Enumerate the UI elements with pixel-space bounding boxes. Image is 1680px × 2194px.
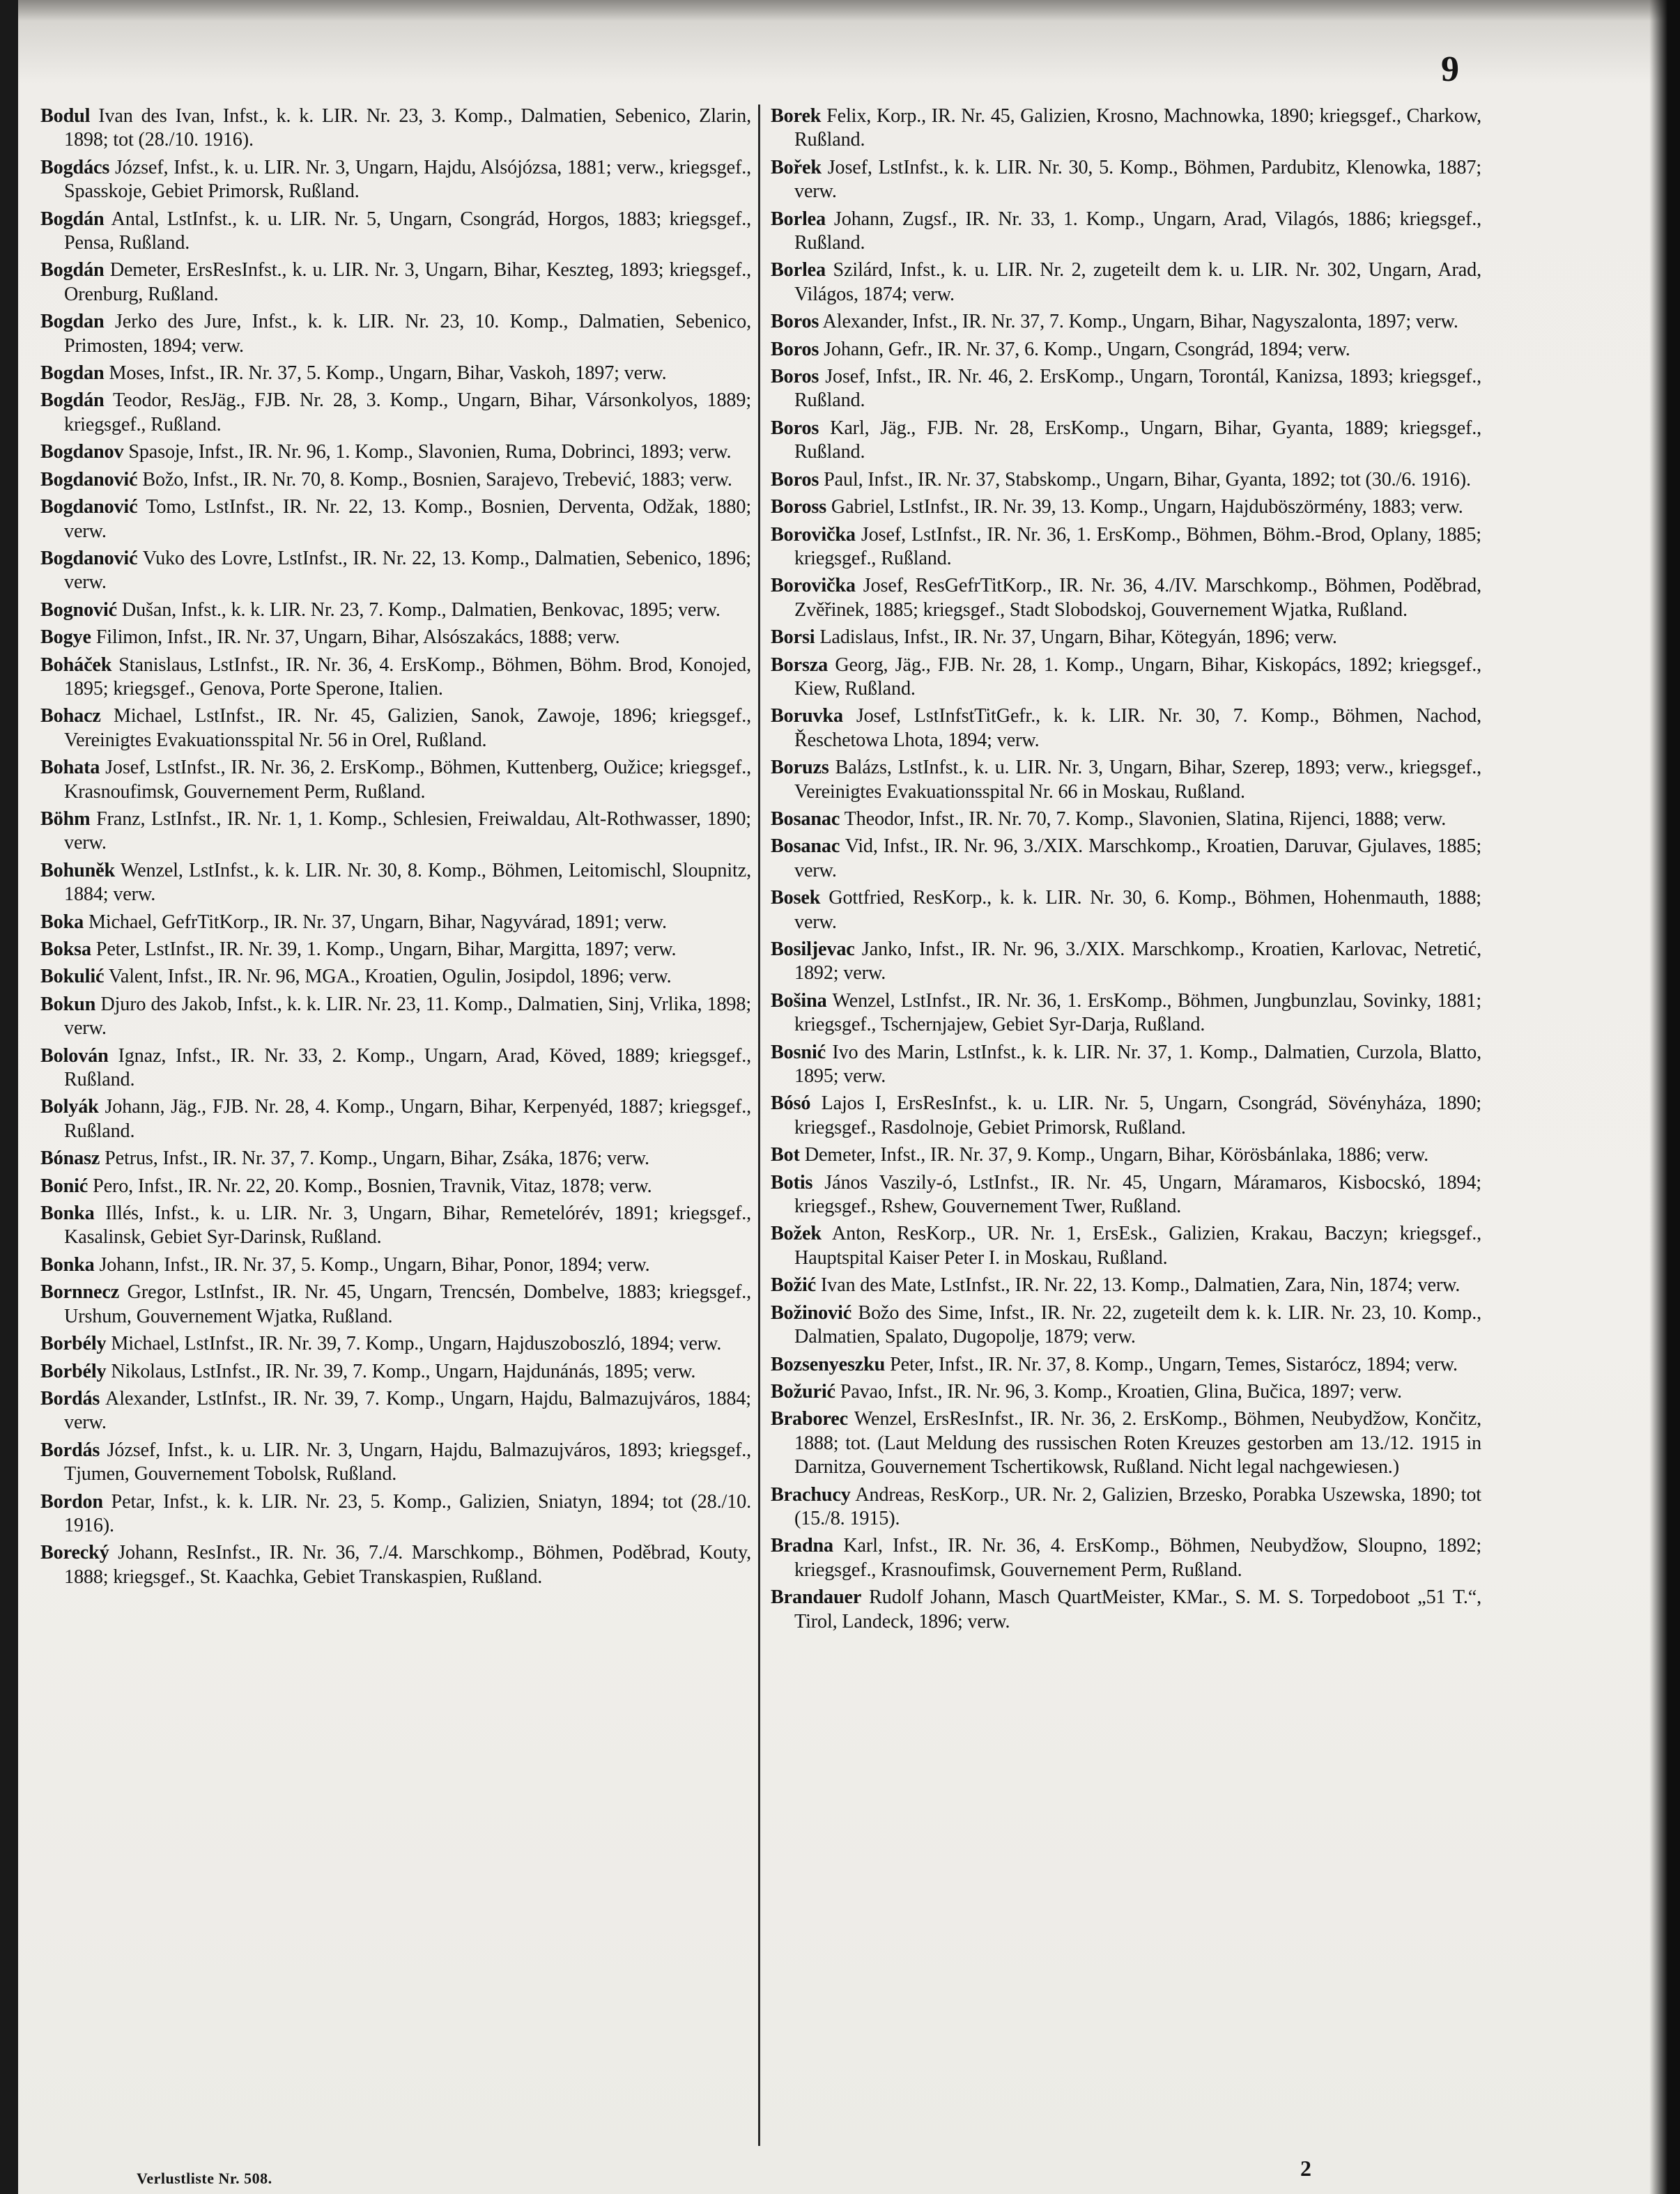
entry-surname: Bolován <box>40 1044 109 1067</box>
entry-surname: Borbély <box>40 1360 107 1382</box>
casualty-entry <box>771 468 1481 492</box>
casualty-entry <box>771 156 1481 204</box>
casualty-entry <box>771 365 1481 413</box>
casualty-entry <box>40 993 751 1041</box>
casualty-entry <box>771 1171 1481 1219</box>
entry-details: Vuko des Lovre, LstInfst., IR. Nr. 22, 13. Komp., Dalmatien, Sebenico, 1896; verw. <box>64 547 751 594</box>
casualty-entry <box>40 598 751 622</box>
entry-surname: Böhm <box>40 808 91 830</box>
entry-surname: Bosek <box>771 887 821 909</box>
entry-surname: Bonka <box>40 1253 95 1276</box>
entry-surname: Bořek <box>771 156 822 178</box>
entry-surname: Borsi <box>771 626 815 649</box>
entry-surname: Božurić <box>771 1380 835 1403</box>
casualty-entry <box>771 1222 1481 1270</box>
entry-details: Wenzel, ErsResInfst., IR. Nr. 36, 2. ErsKomp., Böhmen, Neubydžow, Končitz, 1888; tot. (Laut Meldung des russischen Roten Kreuzes gestorben am 13./12. 1915 in Darnitza, Gouvernement Tschertikowsk, Rußland. Nicht legal nachgewiesen.) <box>794 1408 1481 1478</box>
entry-details: Karl, Jäg., FJB. Nr. 28, ErsKomp., Ungarn, Bihar, Gyanta, 1889; kriegsgef., Rußland. <box>794 417 1481 463</box>
entry-surname: Bogdan <box>40 362 105 385</box>
casualty-entry <box>771 105 1481 153</box>
entry-details: Tomo, LstInfst., IR. Nr. 22, 13. Komp., Bosnien, Derventa, Odžak, 1880; verw. <box>64 496 751 542</box>
entry-details: Peter, Infst., IR. Nr. 37, 8. Komp., Ungarn, Temes, Sistarócz, 1894; verw. <box>885 1353 1458 1375</box>
entry-details: Teodor, ResJäg., FJB. Nr. 28, 3. Komp., Ungarn, Bihar, Vársonkolyos, 1889; kriegsgef., Rußland. <box>64 389 751 435</box>
entry-surname: Botis <box>771 1171 813 1193</box>
entry-surname: Bohata <box>40 757 100 779</box>
entry-surname: Brachucy <box>771 1483 851 1506</box>
entry-surname: Bodul <box>40 105 91 127</box>
entry-details: Janko, Infst., IR. Nr. 96, 3./XIX. Marschkomp., Kroatien, Karlovac, Netretić, 1892; verw. <box>794 938 1481 984</box>
casualty-entry <box>771 258 1481 307</box>
casualty-entry <box>40 808 751 856</box>
casualty-entry <box>40 756 751 804</box>
casualty-entry <box>771 1274 1481 1297</box>
footer-list-number: Verlustliste Nr. 508. <box>137 2170 272 2187</box>
entry-surname: Bosnić <box>771 1041 826 1063</box>
entry-details: Gottfried, ResKorp., k. k. LIR. Nr. 30, 6. Komp., Böhmen, Hohenmauth, 1888; verw. <box>794 887 1481 933</box>
entry-surname: Bohuněk <box>40 859 116 881</box>
entry-surname: Boros <box>771 468 819 490</box>
casualty-entry <box>40 626 751 649</box>
entry-details: Valent, Infst., IR. Nr. 96, MGA., Kroatien, Ogulin, Josipdol, 1896; verw. <box>104 966 672 988</box>
entry-details: Josef, Infst., IR. Nr. 46, 2. ErsKomp., Ungarn, Torontál, Kanizsa, 1893; kriegsgef., Rußland. <box>794 366 1481 412</box>
casualty-entry <box>40 1541 751 1589</box>
entry-surname: Bogdan <box>40 311 105 333</box>
entry-surname: Braborec <box>771 1408 848 1430</box>
entry-surname: Bonić <box>40 1175 88 1197</box>
entry-surname: Božek <box>771 1223 822 1245</box>
entry-details: Ivo des Marin, LstInfst., k. k. LIR. Nr. 37, 1. Komp., Dalmatien, Curzola, Blatto, 1895; verw. <box>794 1041 1481 1088</box>
entry-surname: Bradna <box>771 1535 833 1557</box>
casualty-entry <box>40 1490 751 1538</box>
casualty-entry <box>771 417 1481 465</box>
entry-details: Nikolaus, LstInfst., IR. Nr. 39, 7. Komp., Ungarn, Hajdunánás, 1895; verw. <box>106 1360 696 1382</box>
entry-details: Wenzel, LstInfst., k. k. LIR. Nr. 30, 8. Komp., Böhmen, Leitomischl, Sloupnitz, 1884; verw. <box>64 859 751 906</box>
entry-surname: Bogdán <box>40 259 105 281</box>
casualty-entry <box>40 1175 751 1198</box>
entry-details: Anton, ResKorp., UR. Nr. 1, ErsEsk., Galizien, Krakau, Baczyn; kriegsgef., Hauptspital Kaiser Peter I. in Moskau, Rußland. <box>794 1223 1481 1269</box>
entry-details: Ladislaus, Infst., IR. Nr. 37, Ungarn, Bihar, Kötegyán, 1896; verw. <box>815 626 1337 649</box>
entry-details: Andreas, ResKorp., UR. Nr. 2, Galizien, Brzesko, Porabka Uszewska, 1890; tot (15./8. 1915). <box>794 1483 1481 1529</box>
entry-details: János Vaszily-ó, LstInfst., IR. Nr. 45, Ungarn, Máramaros, Kisbocskó, 1894; kriegsgef., Rshew, Gouvernement Twer, Rußland. <box>794 1171 1481 1218</box>
entry-surname: Boros <box>771 311 819 333</box>
entry-details: Ivan des Mate, LstInfst., IR. Nr. 22, 13. Komp., Dalmatien, Zara, Nin, 1874; verw. <box>816 1274 1461 1297</box>
entry-details: Johann, Gefr., IR. Nr. 37, 6. Komp., Ungarn, Csongrád, 1894; verw. <box>819 338 1350 360</box>
entry-surname: Bónasz <box>40 1148 100 1170</box>
casualty-entry <box>40 704 751 752</box>
entry-surname: Boruvka <box>771 705 843 727</box>
entry-details: Alexander, Infst., IR. Nr. 37, 7. Komp., Ungarn, Bihar, Nagyszalonta, 1897; verw. <box>819 311 1458 333</box>
entry-surname: Boksa <box>40 938 91 960</box>
casualty-entry <box>40 547 751 595</box>
casualty-entry <box>771 1353 1481 1377</box>
entry-details: Pero, Infst., IR. Nr. 22, 20. Komp., Bosnien, Travnik, Vitaz, 1878; verw. <box>88 1175 652 1197</box>
entry-surname: Brandauer <box>771 1586 862 1609</box>
entry-details: Božo, Infst., IR. Nr. 70, 8. Komp., Bosnien, Sarajevo, Trebević, 1883; verw. <box>137 468 732 490</box>
casualty-entry <box>40 1044 751 1092</box>
casualty-entry <box>771 574 1481 622</box>
entry-surname: Bogdán <box>40 208 105 230</box>
entry-details: Ignaz, Infst., IR. Nr. 33, 2. Komp., Ungarn, Arad, Köved, 1889; kriegsgef., Rußland. <box>64 1044 751 1091</box>
entry-surname: Božić <box>771 1274 816 1297</box>
casualty-entry <box>771 1092 1481 1140</box>
entry-details: Josef, LstInfstTitGefr., k. k. LIR. Nr. 30, 7. Komp., Böhmen, Nachod, Řeschetowa Lhota, 1894; verw. <box>794 705 1481 751</box>
entry-details: Josef, LstInfst., IR. Nr. 36, 2. ErsKomp., Böhmen, Kuttenberg, Oužice; kriegsgef., Krasnoufimsk, Gouvernement Perm, Rußland. <box>64 757 751 803</box>
entry-surname: Bósó <box>771 1092 811 1115</box>
entry-surname: Boros <box>771 338 819 360</box>
entry-details: Johann, ResInfst., IR. Nr. 36, 7./4. Marschkomp., Böhmen, Poděbrad, Kouty, 1888; kriegsgef., St. Kaachka, Gebiet Transkaspien, Rußland. <box>64 1542 751 1588</box>
entry-details: Michael, LstInfst., IR. Nr. 45, Galizien, Sanok, Zawoje, 1896; kriegsgef., Vereinigtes Evakuationsspital Nr. 56 in Orel, Rußland. <box>64 705 751 751</box>
entry-surname: Bošina <box>771 989 827 1012</box>
entry-details: Paul, Infst., IR. Nr. 37, Stabskomp., Ungarn, Bihar, Gyanta, 1892; tot (30./6. 1916). <box>819 468 1471 490</box>
entry-surname: Boháček <box>40 654 112 676</box>
entry-surname: Bogdanović <box>40 547 138 569</box>
entry-details: Illés, Infst., k. u. LIR. Nr. 3, Ungarn, Bihar, Remetelórév, 1891; kriegsgef., Kasalinsk, Gebiet Syr-Darinsk, Rußland. <box>64 1203 751 1249</box>
entry-details: Johann, Infst., IR. Nr. 37, 5. Komp., Ungarn, Bihar, Ponor, 1894; verw. <box>94 1253 650 1276</box>
casualty-entry <box>771 938 1481 986</box>
entry-surname: Bosanac <box>771 835 840 858</box>
casualty-entry <box>40 1202 751 1250</box>
entry-details: Spasoje, Infst., IR. Nr. 96, 1. Komp., Slavonien, Ruma, Dobrinci, 1893; verw. <box>123 441 732 463</box>
entry-surname: Bogdanović <box>40 496 138 518</box>
column-divider <box>758 105 760 2146</box>
casualty-entry <box>40 965 751 989</box>
scan-shadow-top <box>0 0 1680 21</box>
entry-details: Gabriel, LstInfst., IR. Nr. 39, 13. Komp., Ungarn, Hajduböszörmény, 1883; verw. <box>826 496 1463 518</box>
casualty-entry <box>40 911 751 934</box>
entry-surname: Bordon <box>40 1490 103 1513</box>
entry-surname: Bognović <box>40 598 117 621</box>
entry-details: Peter, LstInfst., IR. Nr. 39, 1. Komp., Ungarn, Bihar, Margitta, 1897; verw. <box>91 938 677 960</box>
entry-details: Ivan des Ivan, Infst., k. k. LIR. Nr. 23, 3. Komp., Dalmatien, Sebenico, Zlarin, 1898; tot (28./10. 1916). <box>64 105 751 151</box>
casualty-entry <box>40 389 751 437</box>
entry-surname: Boros <box>771 366 819 388</box>
entry-surname: Bolyák <box>40 1096 99 1118</box>
casualty-entry <box>771 756 1481 804</box>
casualty-entry <box>40 1360 751 1384</box>
entry-details: Rudolf Johann, Masch QuartMeister, KMar., S. M. S. Torpedoboot „51 T.“, Tirol, Landeck, 1896; verw. <box>794 1586 1481 1632</box>
entry-details: Pavao, Infst., IR. Nr. 96, 3. Komp., Kroatien, Glina, Bučica, 1897; verw. <box>835 1380 1402 1403</box>
casualty-entry <box>771 1534 1481 1582</box>
entry-surname: Bogdanović <box>40 468 138 490</box>
casualty-entry <box>771 1380 1481 1404</box>
entry-surname: Bordás <box>40 1439 100 1461</box>
casualty-entry <box>40 440 751 464</box>
entry-surname: Borlea <box>771 208 826 230</box>
casualty-entry <box>771 1143 1481 1167</box>
right-column <box>771 105 1481 1637</box>
entry-details: Felix, Korp., IR. Nr. 45, Galizien, Krosno, Machnowka, 1890; kriegsgef., Charkow, Rußland. <box>794 105 1481 151</box>
entry-details: Dušan, Infst., k. k. LIR. Nr. 23, 7. Komp., Dalmatien, Benkovac, 1895; verw. <box>117 598 720 621</box>
casualty-entry <box>771 704 1481 752</box>
entry-details: Balázs, LstInfst., k. u. LIR. Nr. 3, Ungarn, Bihar, Szerep, 1893; verw., kriegsgef., Vereinigtes Evakuationsspital Nr. 66 in Moskau, Rußland. <box>794 757 1481 803</box>
casualty-entry <box>771 523 1481 571</box>
entry-details: Petrus, Infst., IR. Nr. 37, 7. Komp., Ungarn, Bihar, Zsáka, 1876; verw. <box>100 1148 649 1170</box>
entry-surname: Bogdács <box>40 156 110 178</box>
entry-surname: Bornnecz <box>40 1281 120 1304</box>
entry-surname: Boruzs <box>771 757 829 779</box>
casualty-entry <box>40 468 751 492</box>
casualty-entry <box>40 1332 751 1356</box>
entry-details: Petar, Infst., k. k. LIR. Nr. 23, 5. Komp., Galizien, Sniatyn, 1894; tot (28./10. 1916). <box>64 1490 751 1536</box>
entry-details: Johann, Jäg., FJB. Nr. 28, 4. Komp., Ungarn, Bihar, Kerpenyéd, 1887; kriegsgef., Rußland. <box>64 1096 751 1142</box>
entry-surname: Boka <box>40 911 84 933</box>
entry-details: Johann, Zugsf., IR. Nr. 33, 1. Komp., Ungarn, Arad, Vilagós, 1886; kriegsgef., Rußland. <box>794 208 1481 254</box>
entry-surname: Boross <box>771 496 827 518</box>
entry-details: Gregor, LstInfst., IR. Nr. 45, Ungarn, Trencsén, Dombelve, 1883; kriegsgef., Urshum, Gouvernement Wjatka, Rußland. <box>64 1281 751 1327</box>
entry-details: Jerko des Jure, Infst., k. k. LIR. Nr. 23, 10. Komp., Dalmatien, Sebenico, Primosten, 1894; verw. <box>64 311 751 357</box>
footer-sheet-number: 2 <box>1300 2156 1311 2181</box>
casualty-entry <box>40 208 751 256</box>
casualty-entry <box>40 1095 751 1143</box>
entry-surname: Bokulić <box>40 966 105 988</box>
entry-surname: Borbély <box>40 1333 107 1355</box>
casualty-entry <box>771 495 1481 519</box>
entry-details: Vid, Infst., IR. Nr. 96, 3./XIX. Marschkomp., Kroatien, Daruvar, Gjulaves, 1885; verw. <box>794 835 1481 881</box>
entry-surname: Bogdanov <box>40 441 124 463</box>
casualty-entry <box>771 989 1481 1037</box>
entry-surname: Bot <box>771 1144 800 1166</box>
entry-surname: Bosiljevac <box>771 938 855 960</box>
entry-details: Szilárd, Infst., k. u. LIR. Nr. 2, zugeteilt dem k. u. LIR. Nr. 302, Ungarn, Arad, Világos, 1874; verw. <box>794 259 1481 305</box>
entry-details: Alexander, LstInfst., IR. Nr. 39, 7. Komp., Ungarn, Hajdu, Balmazujváros, 1884; verw. <box>64 1387 751 1434</box>
entry-details: József, Infst., k. u. LIR. Nr. 3, Ungarn, Hajdu, Balmazujváros, 1893; kriegsgef., Tjumen, Gouvernement Tobolsk, Rußland. <box>64 1439 751 1485</box>
casualty-entry <box>40 859 751 907</box>
casualty-entry <box>771 1301 1481 1350</box>
entry-details: Antal, LstInfst., k. u. LIR. Nr. 5, Ungarn, Csongrád, Horgos, 1883; kriegsgef., Pensa, Rußland. <box>64 208 751 254</box>
casualty-entry <box>771 1483 1481 1531</box>
entry-surname: Borsza <box>771 654 829 676</box>
entry-details: Karl, Infst., IR. Nr. 36, 4. ErsKomp., Böhmen, Neubydžow, Sloupno, 1892; kriegsgef., Krasnoufimsk, Gouvernement Perm, Rußland. <box>794 1535 1481 1581</box>
casualty-entry <box>40 310 751 358</box>
entry-surname: Bordás <box>40 1387 100 1409</box>
entry-details: Josef, LstInfst., k. k. LIR. Nr. 30, 5. Komp., Böhmen, Pardubitz, Klenowka, 1887; verw. <box>794 156 1481 203</box>
entry-details: Michael, LstInfst., IR. Nr. 39, 7. Komp., Ungarn, Hajduszoboszló, 1894; verw. <box>106 1333 722 1355</box>
casualty-entry <box>771 338 1481 362</box>
entry-surname: Božinović <box>771 1301 852 1324</box>
casualty-entry <box>40 654 751 702</box>
casualty-entry <box>40 1253 751 1277</box>
casualty-entry <box>40 362 751 385</box>
entry-details: Božo des Sime, Infst., IR. Nr. 22, zugeteilt dem k. k. LIR. Nr. 23, 10. Komp., Dalmatien, Spalato, Dugopolje, 1879; verw. <box>794 1301 1481 1348</box>
casualty-entry <box>40 495 751 543</box>
scan-edge-right <box>1649 0 1680 2194</box>
casualty-entry <box>40 258 751 307</box>
page-number: 9 <box>1441 49 1459 89</box>
entry-details: Demeter, ErsResInfst., k. u. LIR. Nr. 3, Ungarn, Bihar, Keszteg, 1893; kriegsgef., Orenburg, Rußland. <box>64 259 751 305</box>
casualty-entry <box>771 1041 1481 1089</box>
casualty-entry <box>40 1281 751 1329</box>
entry-details: Stanislaus, LstInfst., IR. Nr. 36, 4. ErsKomp., Böhmen, Böhm. Brod, Konojed, 1895; kriegsgef., Genova, Porte Sperone, Italien. <box>64 654 751 700</box>
entry-details: Lajos I, ErsResInfst., k. u. LIR. Nr. 5, Ungarn, Csongrád, Sövényháza, 1890; kriegsgef., Rasdolnoje, Gebiet Primorsk, Rußland. <box>794 1092 1481 1138</box>
entry-surname: Borlea <box>771 259 826 281</box>
entry-details: Filimon, Infst., IR. Nr. 37, Ungarn, Bihar, Alsószakács, 1888; verw. <box>91 626 620 649</box>
entry-surname: Borovička <box>771 575 856 597</box>
entry-surname: Borovička <box>771 523 856 546</box>
casualty-entry <box>771 626 1481 649</box>
entry-surname: Boros <box>771 417 819 439</box>
entry-surname: Bogdán <box>40 389 105 412</box>
entry-details: Georg, Jäg., FJB. Nr. 28, 1. Komp., Ungarn, Bihar, Kiskopács, 1892; kriegsgef., Kiew, Rußland. <box>794 654 1481 700</box>
entry-details: Theodor, Infst., IR. Nr. 70, 7. Komp., Slavonien, Slatina, Rijenci, 1888; verw. <box>840 808 1447 830</box>
entry-details: Franz, LstInfst., IR. Nr. 1, 1. Komp., Schlesien, Freiwaldau, Alt-Rothwasser, 1890; verw. <box>64 808 751 854</box>
entry-surname: Borek <box>771 105 822 127</box>
casualty-entry <box>771 208 1481 256</box>
casualty-entry <box>40 1439 751 1487</box>
casualty-entry <box>771 1407 1481 1479</box>
casualty-entry <box>40 938 751 961</box>
entry-details: Michael, GefrTitKorp., IR. Nr. 37, Ungarn, Bihar, Nagyvárad, 1891; verw. <box>84 911 667 933</box>
entry-surname: Bokun <box>40 993 96 1015</box>
entry-details: Demeter, Infst., IR. Nr. 37, 9. Komp., Ungarn, Bihar, Körösbánlaka, 1886; verw. <box>799 1144 1429 1166</box>
entry-surname: Bozsenyeszku <box>771 1353 886 1375</box>
entry-details: Djuro des Jakob, Infst., k. k. LIR. Nr. 23, 11. Komp., Dalmatien, Sinj, Vrlika, 1898; verw. <box>64 993 751 1040</box>
casualty-entry <box>771 808 1481 831</box>
casualty-entry <box>40 105 751 153</box>
casualty-entry <box>40 156 751 204</box>
entry-surname: Bogye <box>40 626 91 649</box>
entry-details: Moses, Infst., IR. Nr. 37, 5. Komp., Ungarn, Bihar, Vaskoh, 1897; verw. <box>104 362 667 385</box>
entry-surname: Bohacz <box>40 705 101 727</box>
entry-details: József, Infst., k. u. LIR. Nr. 3, Ungarn, Hajdu, Alsójózsa, 1881; verw., kriegsgef., Spasskoje, Gebiet Primorsk, Rußland. <box>64 156 751 203</box>
casualty-entry <box>771 1586 1481 1634</box>
entry-details: Josef, LstInfst., IR. Nr. 36, 1. ErsKomp., Böhmen, Böhm.-Brod, Oplany, 1885; kriegsgef., Rußland. <box>794 523 1481 569</box>
casualty-entry <box>40 1387 751 1435</box>
casualty-entry <box>771 886 1481 934</box>
scan-edge-left <box>0 0 18 2194</box>
casualty-entry <box>40 1147 751 1171</box>
casualty-entry <box>771 310 1481 334</box>
entry-details: Wenzel, LstInfst., IR. Nr. 36, 1. ErsKomp., Böhmen, Jungbunzlau, Sovinky, 1881; kriegsgef., Tschernjajew, Gebiet Syr-Darja, Rußland. <box>794 989 1481 1036</box>
entry-surname: Bonka <box>40 1203 95 1225</box>
casualty-entry <box>771 654 1481 702</box>
entry-surname: Borecký <box>40 1542 109 1564</box>
entry-surname: Bosanac <box>771 808 840 830</box>
casualty-entry <box>771 835 1481 883</box>
left-column <box>40 105 751 1593</box>
entry-details: Josef, ResGefrTitKorp., IR. Nr. 36, 4./IV. Marschkomp., Böhmen, Poděbrad, Zvěřinek, 1885; kriegsgef., Stadt Slobodskoj, Gouvernement Wjatka, Rußland. <box>794 575 1481 621</box>
